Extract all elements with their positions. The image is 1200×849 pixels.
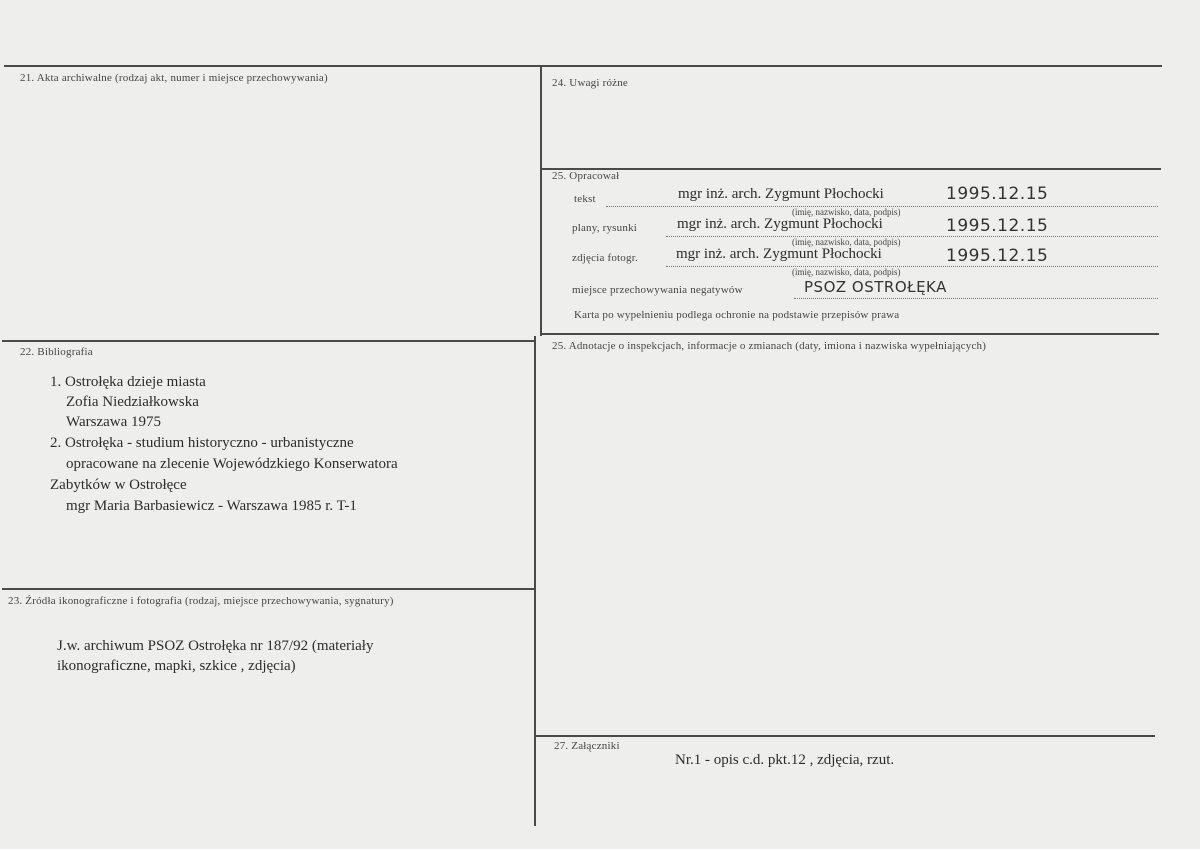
- iconography-line: J.w. archiwum PSOZ Ostrołęka nr 187/92 (materiały: [57, 638, 374, 654]
- bibliography-line: Warszawa 1975: [66, 414, 162, 430]
- bibliography-line: Zabytków w Ostrołęce: [50, 477, 187, 493]
- attachments-value: Nr.1 - opis c.d. pkt.12 , zdjęcia, rzut.: [675, 752, 895, 768]
- plany-dotted-line: [666, 236, 1158, 237]
- plany-caption: (imię, nazwisko, data, podpis): [792, 237, 901, 247]
- section-26-label: 25. Adnotacje o inspekcjach, informacje o zmianach (daty, imiona i nazwiska wypełniających): [552, 340, 987, 352]
- negatywy-value: PSOZ OSTROŁĘKA: [804, 278, 947, 296]
- zdjecia-caption: (imię, nazwisko, data, podpis): [792, 267, 901, 277]
- bibliography-line: Zofia Niedziałkowska: [66, 394, 199, 410]
- zdjecia-label: zdjęcia fotogr.: [572, 252, 638, 264]
- bibliography-line: opracowane na zlecenie Wojewódzkiego Konserwatora: [66, 456, 398, 472]
- tekst-author: mgr inż. arch. Zygmunt Płochocki: [678, 186, 884, 202]
- section-25-label: 25. Opracował: [552, 170, 620, 182]
- tekst-caption: (imię, nazwisko, data, podpis): [792, 207, 901, 217]
- tekst-label: tekst: [574, 193, 596, 205]
- zdjecia-author: mgr inż. arch. Zygmunt Płochocki: [676, 246, 882, 262]
- rule-25-26: [541, 333, 1159, 335]
- top-rule: [4, 65, 1162, 67]
- section-24-label: 24. Uwagi różne: [552, 77, 629, 89]
- bibliography-line: 2. Ostrołęka - studium historyczno - urbanistyczne: [50, 435, 354, 451]
- bibliography-line: mgr Maria Barbasiewicz - Warszawa 1985 r. T-1: [66, 498, 357, 514]
- section-22-label: 22. Bibliografia: [20, 346, 93, 358]
- rule-24-25: [541, 168, 1161, 170]
- negatywy-label: miejsce przechowywania negatywów: [572, 284, 743, 296]
- plany-author: mgr inż. arch. Zygmunt Płochocki: [677, 216, 883, 232]
- iconography-line: ikonograficzne, mapki, szkice , zdjęcia): [57, 658, 296, 674]
- center-divider-lower: [534, 336, 536, 826]
- section-27-label: 27. Załączniki: [554, 740, 620, 752]
- plany-date: 1995.12.15: [946, 216, 1049, 236]
- rule-22-23: [2, 588, 535, 590]
- rule-26-27: [535, 735, 1155, 737]
- tekst-date: 1995.12.15: [946, 184, 1049, 204]
- plany-label: plany, rysunki: [572, 222, 638, 234]
- negatywy-dotted-line: [794, 298, 1158, 299]
- protection-note: Karta po wypełnieniu podlega ochronie na podstawie przepisów prawa: [574, 309, 900, 321]
- section-23-label: 23. Źródła ikonograficzne i fotografia (rodzaj, miejsce przechowywania, sygnatury): [8, 595, 394, 607]
- rule-21-22: [2, 340, 535, 342]
- zdjecia-dotted-line: [666, 266, 1158, 267]
- zdjecia-date: 1995.12.15: [946, 246, 1049, 266]
- section-21-label: 21. Akta archiwalne (rodzaj akt, numer i miejsce przechowywania): [20, 72, 328, 84]
- center-divider: [540, 66, 542, 336]
- bibliography-line: 1. Ostrołęka dzieje miasta: [50, 374, 206, 390]
